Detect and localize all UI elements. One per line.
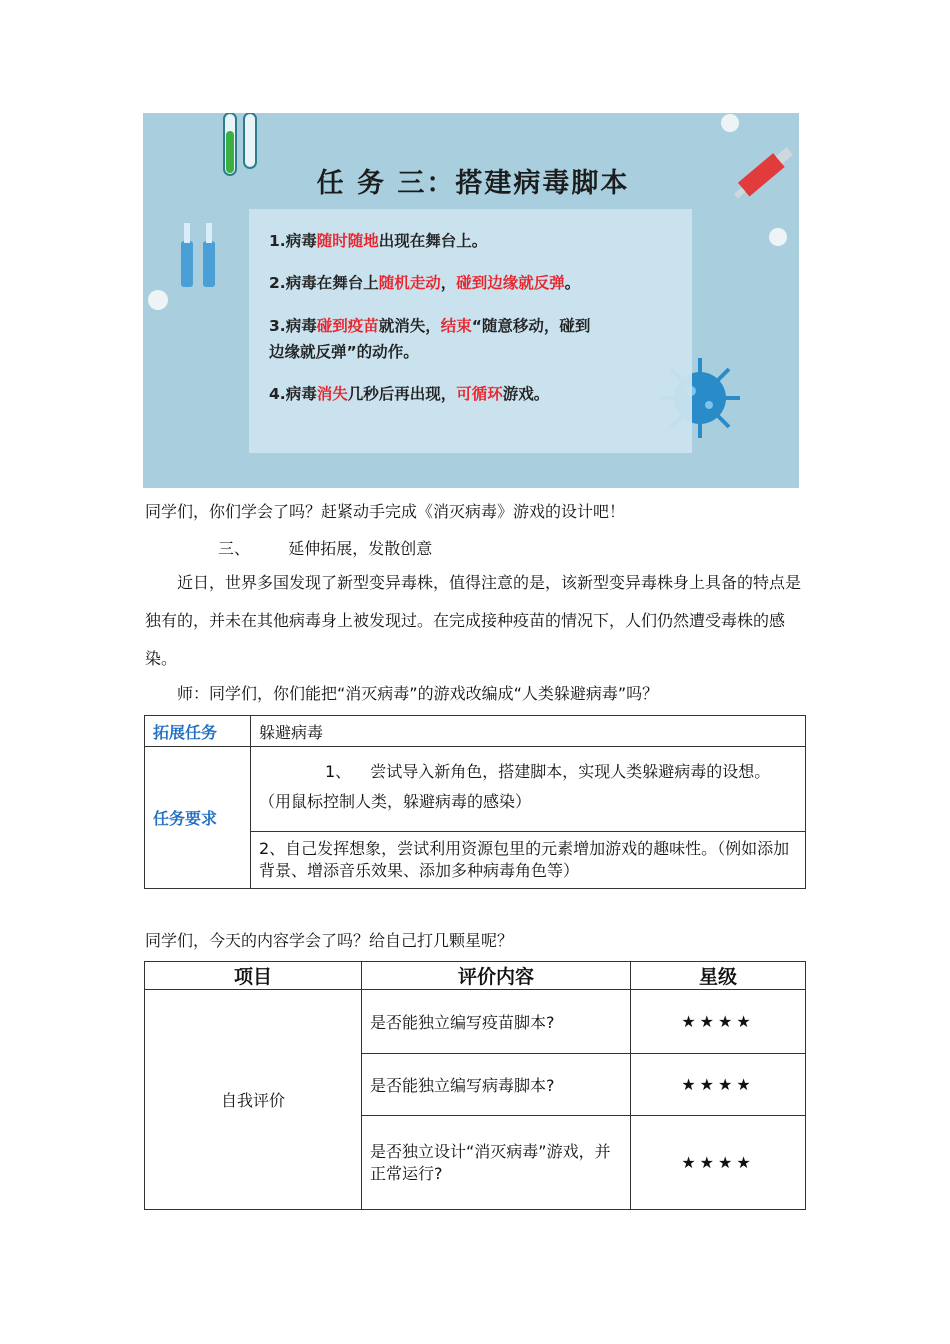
section-heading [218, 538, 432, 560]
eval-stars-2: ★★★★ [631, 1054, 806, 1116]
teacher-question: 师：同学们，你们能把“消灭病毒”的游戏改编成“人类躲避病毒”吗？ [177, 684, 659, 703]
requirement-text: 。 [564, 274, 581, 292]
category-cell: 自我评价 [145, 990, 362, 1210]
highlight-text: 结束 [440, 317, 472, 335]
requirement-number: 3. [269, 317, 286, 335]
requirement-text: 病毒在舞台上 [285, 274, 379, 292]
requirement-1 [269, 228, 487, 254]
section-number: 三、 [218, 539, 251, 558]
header-item: 项目 [145, 962, 362, 990]
evaluation-table [144, 961, 806, 1210]
requirement-1-note: （用鼠标控制人类，躲避病毒的感染） [259, 792, 532, 811]
task-table [144, 715, 806, 889]
requirement-number: 2. [269, 274, 286, 292]
pill-icon [715, 113, 745, 137]
requirement-text: 就消失， [378, 317, 441, 335]
ampoule-icon [177, 221, 227, 291]
task-label: 拓展任务 [145, 716, 251, 747]
eval-content-3: 是否独立设计“消灭病毒”游戏，并正常运行? [362, 1116, 631, 1210]
requirement-number: 4. [269, 385, 286, 403]
evaluation-prompt: 同学们，今天的内容学会了吗？给自己打几颗星呢？ [145, 931, 514, 950]
requirement-1-text: 尝试导入新角色，搭建脚本，实现人类躲避病毒的设想。 [370, 762, 771, 781]
highlight-text: 可循环 [456, 385, 503, 403]
requirement-1-number: 1、 [325, 762, 352, 781]
requirement-label: 任务要求 [145, 747, 251, 889]
highlight-text: 消失 [316, 385, 348, 403]
pill-icon [143, 288, 173, 312]
requirement-2 [269, 270, 580, 296]
requirement-text: ， [440, 274, 457, 292]
requirement-number: 1. [269, 232, 286, 250]
requirement-text: 几秒后再出现， [347, 385, 457, 403]
eval-content-2: 是否能独立编写病毒脚本? [362, 1054, 631, 1116]
highlight-text: 碰到边缘就反弹 [456, 274, 565, 292]
eval-content-1: 是否能独立编写疫苗脚本? [362, 990, 631, 1054]
pill-icon [763, 225, 793, 249]
header-content: 评价内容 [362, 962, 631, 990]
requirement-3 [269, 313, 590, 365]
highlight-text: 随时随地 [316, 232, 379, 250]
requirement-text: 病毒 [285, 232, 317, 250]
requirement-text: 出现在舞台上。 [378, 232, 488, 250]
task-slide-image [143, 113, 799, 488]
highlight-text: 碰到疫苗 [316, 317, 379, 335]
requirement-2-cell: 2、自己发挥想象，尝试利用资源包里的元素增加游戏的趣味性。（例如添加背景、增添音乐效果、添加多种病毒角色等） [251, 832, 806, 889]
eval-stars-1: ★★★★ [631, 990, 806, 1054]
eval-stars-3: ★★★★ [631, 1116, 806, 1210]
header-rating: 星级 [631, 962, 806, 990]
test-tube-icon [218, 113, 268, 183]
requirement-1-cell [251, 747, 806, 832]
section-title: 延伸拓展，发散创意 [288, 539, 433, 558]
task-value: 躲避病毒 [251, 716, 806, 747]
requirement-text: 病毒 [285, 385, 317, 403]
slide-title: 任 务 三：搭建病毒脚本 [316, 168, 630, 199]
syringe-icon [728, 133, 799, 213]
requirement-text: “随意移动，碰到 [471, 317, 591, 335]
highlight-text: 随机走动 [378, 274, 441, 292]
requirement-text: 边缘就反弹”的动作。 [269, 343, 419, 361]
encourage-line: 同学们，你们学会了吗？赶紧动手完成《消灭病毒》游戏的设计吧！ [145, 502, 626, 521]
requirement-4 [269, 381, 549, 407]
requirement-text: 病毒 [285, 317, 317, 335]
intro-paragraph: 近日，世界多国发现了新型变异毒株，值得注意的是，该新型变异毒株身上具备的特点是独有的，并未在其他病毒身上被发现过。在完成接种疫苗的情况下，人们仍然遭受毒株的感染。 [145, 573, 802, 668]
requirement-text: 游戏。 [502, 385, 550, 403]
